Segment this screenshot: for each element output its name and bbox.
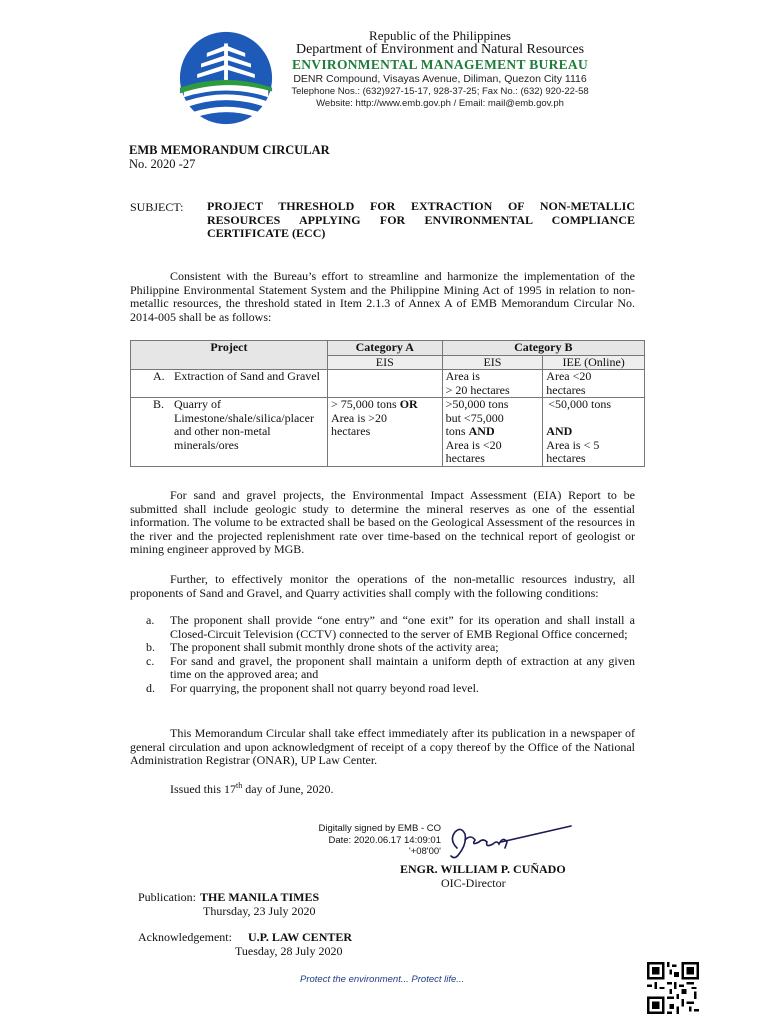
issued-prefix: Issued this 17 xyxy=(170,782,236,796)
table-header-row xyxy=(131,341,645,356)
signer-title: OIC-Director xyxy=(441,876,506,890)
header-project: Project xyxy=(131,341,328,370)
sand-gravel-paragraph: For sand and gravel projects, the Environmental Impact Assessment (EIA) Report to be submitted shall include geologic study to determine the mineral reserves as one of the essential information. The volume to be extracted shall be based on the Geological Assessment of the resources in the river and the projected replenishment rate over time-based on the technical report of geologist or mining engineer approved by MGB. xyxy=(130,488,635,556)
digital-sign-l2: Date: 2020.06.17 14:09:01 xyxy=(328,834,441,846)
condition-letter: b. xyxy=(146,640,155,654)
footer-tagline: Protect the environment... Protect life... xyxy=(300,974,465,985)
header-republic: Republic of the Philippines xyxy=(369,28,511,43)
header-category-b: Category B xyxy=(442,341,644,356)
row-a-cat-b-iee xyxy=(543,370,645,398)
row-b-cat-b-iee-l1: <50,000 tons xyxy=(548,397,612,411)
digital-sign-l3: '+08'00' xyxy=(408,846,441,857)
row-b-cat-a-l3: hectares xyxy=(330,424,371,438)
table-row xyxy=(131,370,645,398)
qr-code-icon xyxy=(647,962,699,1014)
threshold-table xyxy=(130,340,645,467)
row-b-cat-b-iee xyxy=(543,398,645,467)
row-a-letter: A. xyxy=(153,369,165,383)
header-website: Website: http://www.emb.gov.ph / Email: mail@emb.gov.ph xyxy=(316,98,564,109)
conditions-list xyxy=(146,614,635,695)
condition-text: The proponent shall submit monthly drone shots of the activity area; xyxy=(170,640,499,654)
condition-letter: d. xyxy=(146,680,155,695)
list-item xyxy=(146,641,635,655)
publication-label: Publication: xyxy=(138,890,196,904)
condition-text: For quarrying, the proponent shall not quarry beyond road level. xyxy=(170,680,479,695)
row-a-cat-b-eis xyxy=(442,370,543,398)
row-b-cat-b-eis-l2: but <75,000 xyxy=(445,410,504,425)
header-address: DENR Compound, Visayas Avenue, Diliman, Quezon City 1116 xyxy=(293,73,587,85)
row-a-cat-b-iee-l2: hectares xyxy=(546,382,586,397)
row-b-cat-b-eis-l3: tons xyxy=(445,424,466,438)
condition-text: For sand and gravel, the proponent shall maintain a uniform depth of extraction at any given time on the approved area; and xyxy=(170,653,635,681)
condition-letter: a. xyxy=(146,613,155,627)
row-b-cat-b-iee-and: AND xyxy=(546,424,573,438)
publication-value: THE MANILA TIMES xyxy=(200,890,320,904)
row-b-cat-a-l2: Area is >20 xyxy=(330,410,388,425)
condition-text: The proponent shall provide “one entry” and “one exit” for its operation and shall install a Closed-Circuit Television (CCTV) connected to the server of EMB Regional Office concerned; xyxy=(170,613,635,641)
row-a-cat-b-iee-l1: Area <20 xyxy=(546,369,592,383)
subject-label: SUBJECT: xyxy=(130,200,184,214)
row-a-cat-a xyxy=(327,370,442,398)
issued-suffix: day of June, 2020. xyxy=(242,782,334,796)
intro-paragraph: Consistent with the Bureau’s effort to streamline and harmonize the implementation of the Philippine Environmental Statement System and the Philippine Mining Act of 1995 in relation to non-metallic resources, the threshold stated in Item 2.1.3 of Annex A of EMB Memorandum Circular No. 2014-005 shall be as follows: xyxy=(130,269,635,324)
acknowledgement-date: Tuesday, 28 July 2020 xyxy=(235,944,343,958)
row-b-letter: B. xyxy=(153,397,165,411)
row-b-project-text: Quarry of Limestone/shale/silica/placer and other non-metal minerals/ores xyxy=(174,397,314,452)
handwritten-signature-icon xyxy=(445,820,575,866)
header-category-a: Category A xyxy=(327,341,442,356)
table-row xyxy=(131,398,645,467)
subheader-cat-b-iee: IEE (Online) xyxy=(543,355,645,370)
acknowledgement-label: Acknowledgement: xyxy=(138,930,232,944)
row-a-cat-b-eis-l1: Area is xyxy=(445,369,480,383)
issued-line xyxy=(170,781,334,797)
header-bureau: ENVIRONMENTAL MANAGEMENT BUREAU xyxy=(291,57,589,72)
row-b-cat-a xyxy=(327,398,442,467)
acknowledgement-value: U.P. LAW CENTER xyxy=(248,930,353,944)
subheader-cat-b-eis: EIS xyxy=(442,355,543,370)
row-b-cat-a-l1: > 75,000 tons xyxy=(330,397,397,411)
list-item xyxy=(146,655,635,682)
memo-number: No. 2020 -27 xyxy=(129,157,196,171)
digital-sign-l1: Digitally signed by EMB - CO xyxy=(318,823,441,834)
row-a-project-text: Extraction of Sand and Gravel xyxy=(174,369,320,383)
list-item xyxy=(146,614,635,641)
row-a-project xyxy=(131,370,328,398)
list-item xyxy=(146,682,635,696)
digital-signature-block xyxy=(316,823,441,858)
row-b-cat-b-eis-l4: Area is <20 xyxy=(445,437,502,452)
condition-letter: c. xyxy=(146,653,155,668)
subheader-cat-a-eis: EIS xyxy=(327,355,442,370)
row-b-cat-b-eis xyxy=(442,398,543,467)
header-department: Department of Environment and Natural Resources xyxy=(295,42,585,57)
row-b-cat-b-iee-l2: Area is < 5 xyxy=(546,437,600,452)
effectivity-paragraph: This Memorandum Circular shall take effect immediately after its publication in a newspaper of general circulation and upon acknowledgment of receipt of a copy thereof by the Office of the National Administration Registrar (ONAR), UP Law Center. xyxy=(130,726,635,767)
row-b-project xyxy=(131,398,328,467)
signer-name: ENGR. WILLIAM P. CUÑADO xyxy=(400,862,566,876)
further-paragraph: Further, to effectively monitor the operations of the non-metallic resources industry, all proponents of Sand and Gravel, and Quarry activities shall comply with the following conditions: xyxy=(130,572,635,600)
row-a-cat-b-eis-l2: > 20 hectares xyxy=(445,382,510,397)
memo-title: EMB MEMORANDUM CIRCULAR xyxy=(129,143,330,157)
row-b-cat-b-eis-l5: hectares xyxy=(445,451,485,465)
header-telephone: Telephone Nos.: (632)927-15-17, 928-37-25; Fax No.: (632) 920-22-58 xyxy=(291,86,589,97)
publication-date: Thursday, 23 July 2020 xyxy=(203,904,316,918)
row-b-cat-a-or: OR xyxy=(399,397,418,411)
issued-sup: th xyxy=(236,781,243,790)
row-b-cat-b-iee-l3: hectares xyxy=(546,451,586,465)
row-b-cat-b-eis-l1: >50,000 tons xyxy=(445,397,509,411)
subject-text: PROJECT THRESHOLD FOR EXTRACTION OF NON-METALLIC RESOURCES APPLYING FOR ENVIRONMENTAL COMPLIANCE CERTIFICATE (ECC) xyxy=(207,199,635,240)
row-b-cat-b-eis-and: AND xyxy=(468,424,495,438)
denr-tree-logo-icon xyxy=(178,30,274,126)
